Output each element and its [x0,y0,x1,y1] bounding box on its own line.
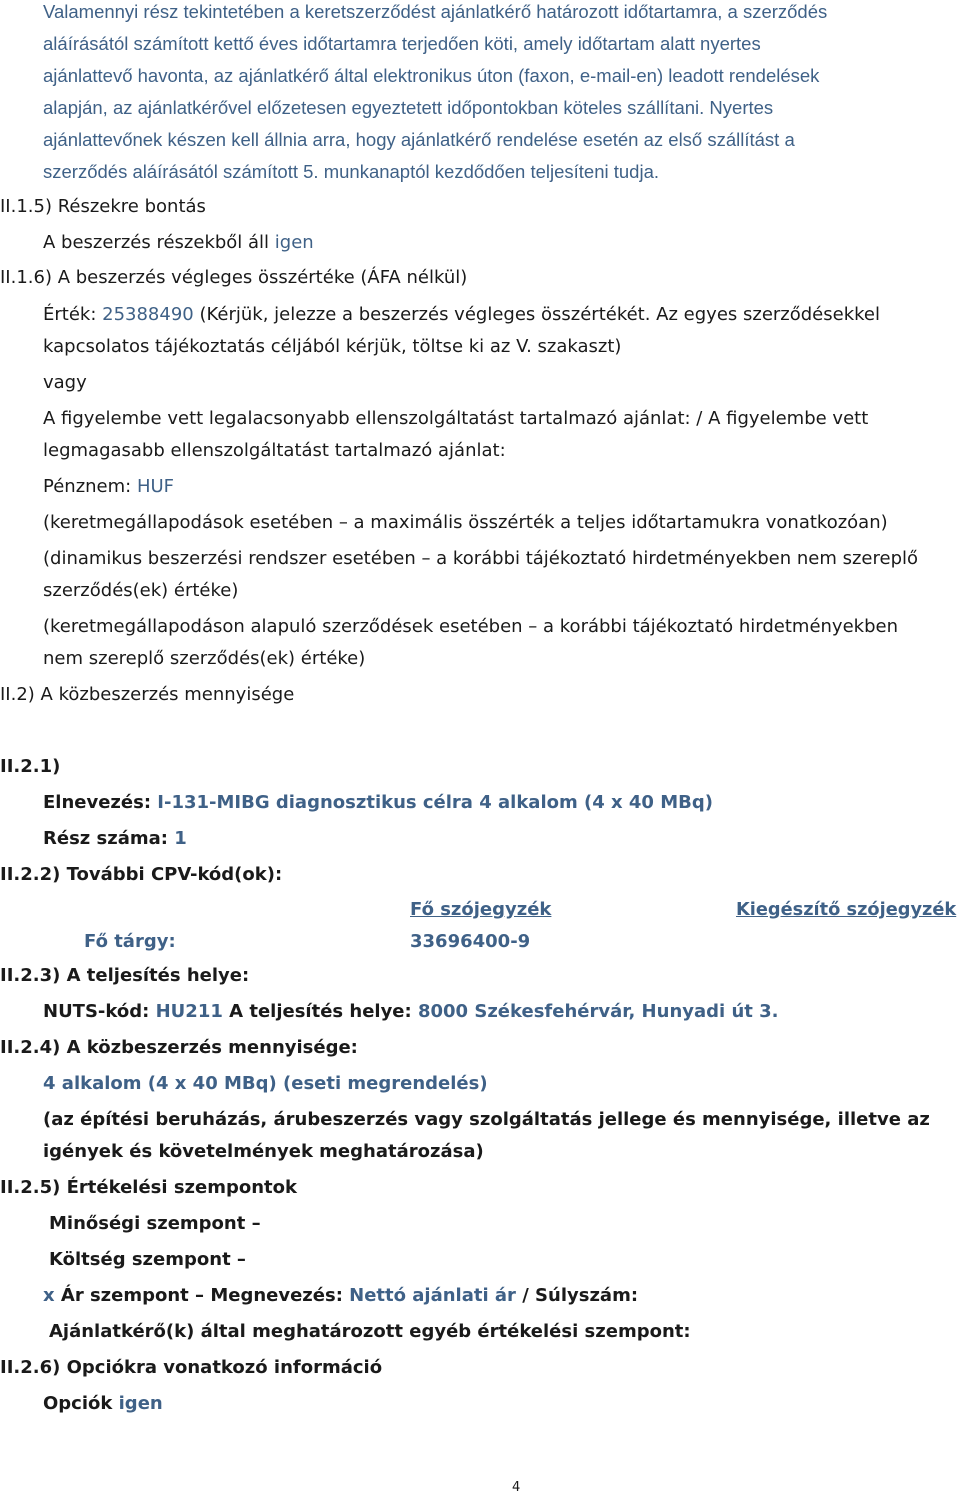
intro-line-6: szerződés aláírásától számított 5. munkanaptól kezdődően teljesíteni tudja. [43,161,659,182]
nuts-label: NUTS-kód: [43,1001,156,1022]
intro-line-1: Valamennyi rész tekintetében a keretszerződést ajánlatkérő határozott időtartamra, a szerződés [43,1,828,22]
cpv-supplementary-vocabulary-header: Kiegészítő szójegyzék [736,899,957,920]
place-value: 8000 Székesfehérvár, Hunyadi út 3. [417,1001,779,1022]
parts-label: A beszerzés részekből áll [43,232,275,253]
intro-line-4: alapján, az ajánlatkérővel előzetesen egyeztetett időpontokban köteles szállítani. Nyertes [43,97,774,118]
dynamic-note-line-2: szerződés(ek) értéke) [43,580,239,601]
part-number-row [43,830,187,848]
nuts-value: HU211 [155,1001,223,1022]
other-criterion: Ajánlatkérő(k) által meghatározott egyéb értékelési szempont: [49,1321,691,1342]
place-row [43,1003,779,1021]
offer-range-line-1: A figyelembe vett legalacsonyabb ellenszolgáltatást tartalmazó ajánlat: / A figyelembe vett [43,408,869,429]
part-number-label: Rész száma: [43,828,175,849]
place-label: A teljesítés helye: [222,1001,418,1022]
offer-range-line-2: legmagasabb ellenszolgáltatást tartalmazó ajánlat: [43,440,506,461]
parts-row [43,234,314,252]
intro-line-2: aláírásától számított kettő éves időtartamra terjedően köti, amely időtartam alatt nyertes [43,33,761,54]
dynamic-note-line-1: (dinamikus beszerzési rendszer esetében – a korábbi tájékoztató hirdetményekben nem szereplő [43,548,919,569]
section-heading-II-2-6: II.2.6) Opciókra vonatkozó információ [0,1357,383,1378]
intro-line-5: ajánlattevőnek készen kell állnia arra, hogy ajánlatkérő rendelése esetén az első szállítást a [43,129,795,150]
section-heading-II-2-4: II.2.4) A közbeszerzés mennyisége: [0,1037,358,1058]
page-number: 4 [512,1480,521,1495]
part-number-value: 1 [174,828,187,849]
value-amount: 25388490 [102,304,194,325]
value-row [43,306,880,324]
cost-criterion: Költség szempont – [49,1249,246,1270]
value-label: Érték: [43,304,103,325]
framework-based-note-line-1: (keretmegállapodáson alapuló szerződések esetében – a korábbi tájékoztató hirdetményekben [43,616,898,637]
quality-criterion: Minőségi szempont – [49,1213,261,1234]
quantity-value: 4 alkalom (4 x 40 MBq) (eseti megrendelés) [43,1073,488,1094]
section-heading-II-2-1: II.2.1) [0,756,61,777]
section-heading-II-1-5: II.1.5) Részekre bontás [0,196,206,217]
value-note: (Kérjük, jelezze a beszerzés végleges összértékét. Az egyes szerződésekkel [193,304,880,325]
intro-line-3: ajánlattevő havonta, az ajánlatkérő által elektronikus úton (faxon, e-mail-en) leadott rendelések [43,65,820,86]
price-criterion-value: Nettó ajánlati ár [349,1285,516,1306]
currency-label: Pénznem: [43,476,137,497]
parts-value: igen [274,232,314,253]
section-heading-II-1-6: II.1.6) A beszerzés végleges összértéke (ÁFA nélkül) [0,267,468,288]
section-heading-II-2-5: II.2.5) Értékelési szempontok [0,1177,297,1198]
name-row [43,794,713,812]
quantity-note-line-1: (az építési beruházás, árubeszerzés vagy szolgáltatás jellege és mennyisége, illetve az [43,1109,930,1130]
value-note-line-2: kapcsolatos tájékoztatás céljából kérjük, töltse ki az V. szakaszt) [43,336,622,357]
options-value: igen [118,1393,163,1414]
cpv-main-vocabulary-header: Fő szójegyzék [410,899,552,920]
price-criterion-row [43,1287,638,1305]
options-row [43,1395,163,1413]
price-criterion-mark: x [43,1285,55,1306]
section-heading-II-2-3: II.2.3) A teljesítés helye: [0,965,250,986]
name-label: Elnevezés: [43,792,158,813]
options-label: Opciók [43,1393,119,1414]
or-text: vagy [43,372,87,393]
currency-value: HUF [136,476,175,497]
currency-row [43,478,174,496]
weight-label: / Súlyszám: [515,1285,639,1306]
section-heading-II-2-2: II.2.2) További CPV-kód(ok): [0,864,283,885]
main-object-cpv-code: 33696400-9 [410,931,531,952]
quantity-note-line-2: igények és követelmények meghatározása) [43,1141,484,1162]
name-value: I-131-MIBG diagnosztikus célra 4 alkalom (4 x 40 MBq) [157,792,713,813]
framework-based-note-line-2: nem szereplő szerződés(ek) értéke) [43,648,366,669]
main-object-label: Fő tárgy: [84,931,176,952]
framework-note: (keretmegállapodások esetében – a maximális összérték a teljes időtartamukra vonatkozóan) [43,512,888,533]
section-heading-II-2: II.2) A közbeszerzés mennyisége [0,684,295,705]
price-criterion-label: Ár szempont – Megnevezés: [54,1285,350,1306]
